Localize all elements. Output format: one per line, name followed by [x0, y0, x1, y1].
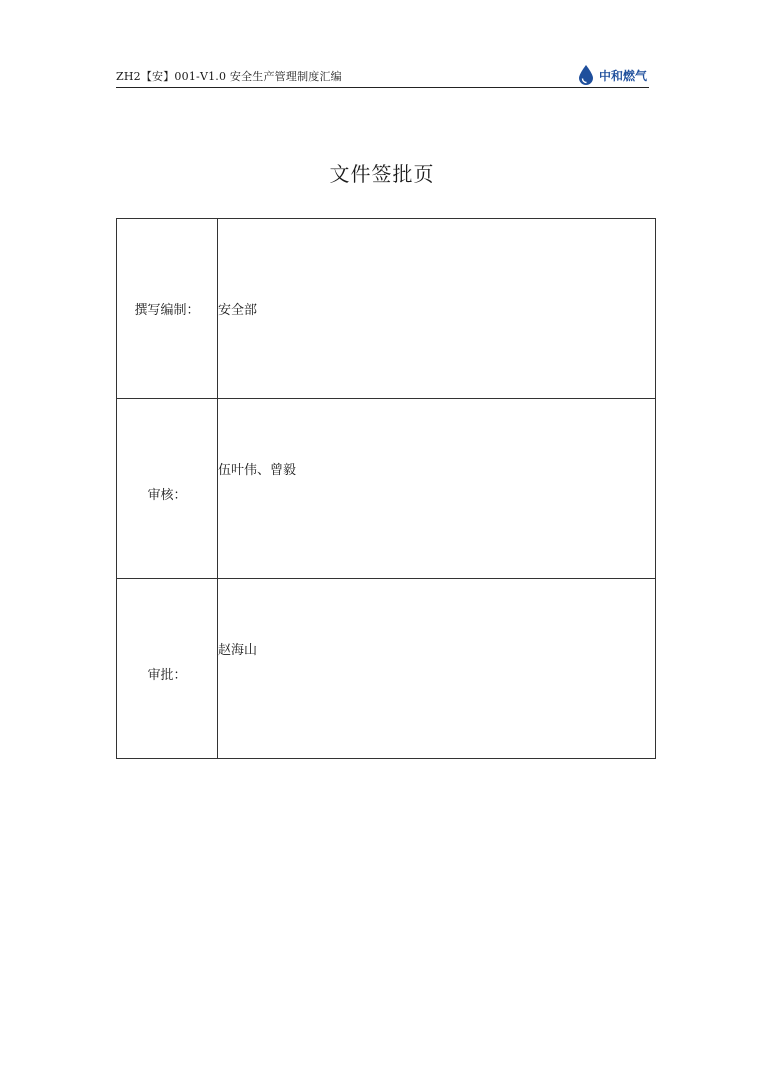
document-code: ZH2【安】001-V1.0 安全生产管理制度汇编: [116, 70, 342, 83]
page-title: 文件签批页: [329, 162, 435, 186]
value-cell: [218, 579, 656, 759]
company-logo: [576, 64, 647, 86]
value-cell: [218, 219, 656, 399]
header-rule: [116, 87, 649, 88]
table-row: [117, 219, 656, 399]
page-header: [116, 62, 649, 88]
logo-text: 中和燃气: [598, 68, 647, 83]
row-label: 审批：: [147, 668, 187, 683]
table-row: [117, 579, 656, 759]
label-cell: [117, 219, 218, 399]
water-drop-icon: [576, 64, 596, 86]
value-cell: [218, 399, 656, 579]
approval-table: [116, 218, 656, 759]
table-row: [117, 399, 656, 579]
row-value: 安全部: [218, 303, 258, 318]
row-value: 伍叶伟、曾毅: [218, 463, 297, 478]
row-label: 审核：: [147, 488, 187, 503]
row-label: 撰写编制：: [134, 303, 200, 318]
label-cell: [117, 579, 218, 759]
row-value: 赵海山: [218, 643, 258, 658]
label-cell: [117, 399, 218, 579]
